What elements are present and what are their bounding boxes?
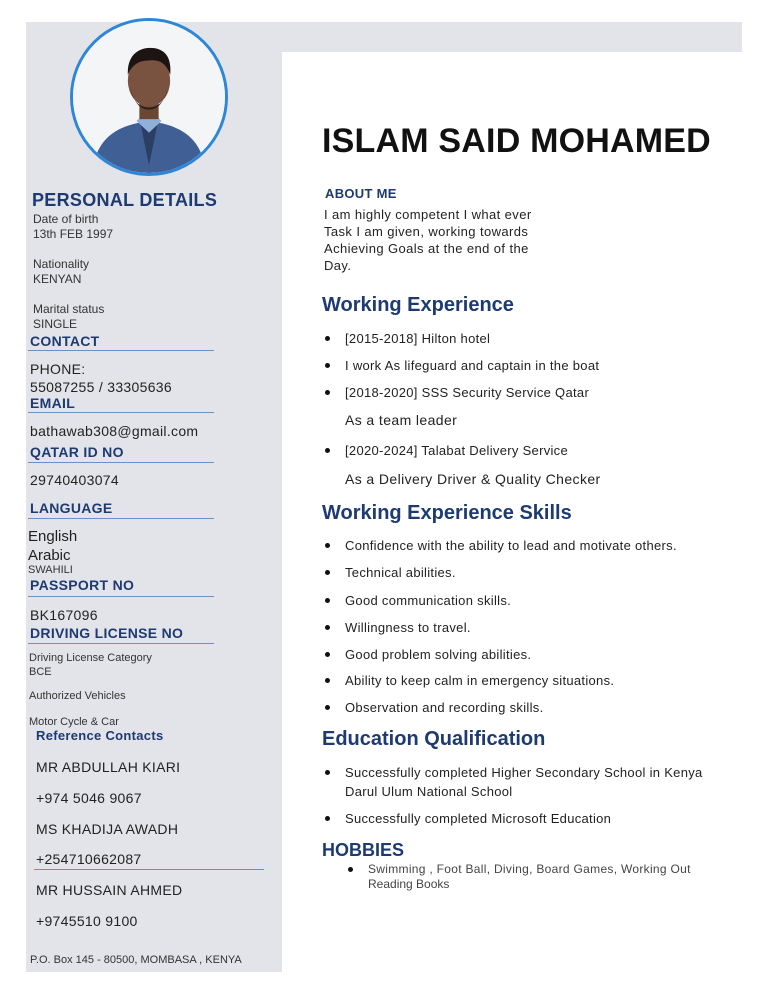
personal-details-heading: PERSONAL DETAILS [32, 190, 218, 210]
education-detail: Darul Ulum National School [345, 784, 513, 799]
education-item: Successfully completed Microsoft Education [345, 811, 611, 826]
authorized-vehicles-value: Motor Cycle & Car [29, 716, 119, 728]
experience-item: [2018-2020] SSS Security Service Qatar [345, 385, 589, 400]
person-portrait-icon [73, 21, 225, 173]
about-line: Day. [324, 258, 352, 273]
authorized-vehicles-label: Authorized Vehicles [29, 690, 126, 702]
reference-name: MR ABDULLAH KIARI [36, 759, 181, 775]
divider [34, 869, 264, 870]
experience-item: [2015-2018] Hilton hotel [345, 331, 490, 346]
skill-item: Willingness to travel. [345, 620, 471, 635]
about-line: I am highly competent I what ever [324, 207, 532, 222]
marital-label: Marital status [33, 302, 105, 316]
passport-heading: PASSPORT NO [30, 577, 135, 593]
experience-heading: Working Experience [322, 294, 514, 316]
license-category-label: Driving License Category [29, 652, 152, 664]
hobby-item-continued: Reading Books [368, 877, 450, 891]
divider [28, 412, 214, 413]
nationality-value: KENYAN [33, 272, 82, 286]
dob-label: Date of birth [33, 212, 99, 226]
skills-heading: Working Experience Skills [322, 502, 572, 524]
skill-item: Ability to keep calm in emergency situations. [345, 673, 614, 688]
phone-value: 55087255 / 33305636 [30, 379, 172, 395]
language-item: Arabic [28, 547, 71, 564]
divider [28, 596, 214, 597]
dob-value: 13th FEB 1997 [33, 227, 114, 241]
passport-value: BK167096 [30, 607, 98, 623]
divider [28, 518, 214, 519]
postal-address: P.O. Box 145 - 80500, MOMBASA , KENYA [30, 954, 242, 966]
marital-value: SINGLE [33, 317, 78, 331]
language-item: SWAHILI [28, 564, 73, 576]
hobbies-heading: HOBBIES [322, 840, 405, 860]
language-item: English [28, 528, 78, 545]
reference-phone: +974 5046 9067 [36, 790, 142, 806]
references-heading: Reference Contacts [36, 728, 164, 743]
reference-name: MR HUSSAIN AHMED [36, 882, 183, 898]
divider [28, 350, 214, 351]
skill-item: Technical abilities. [345, 565, 456, 580]
phone-label: PHONE: [30, 361, 86, 377]
qatar-id-value: 29740403074 [30, 472, 119, 488]
divider [28, 462, 214, 463]
experience-item: I work As lifeguard and captain in the boat [345, 358, 599, 373]
education-heading: Education Qualification [322, 728, 546, 750]
skill-item: Good problem solving abilities. [345, 647, 531, 662]
nationality-label: Nationality [33, 257, 90, 271]
license-category-value: BCE [29, 666, 52, 678]
skill-item: Confidence with the ability to lead and motivate others. [345, 538, 677, 553]
driving-license-heading: DRIVING LICENSE NO [30, 625, 184, 641]
education-item: Successfully completed Higher Secondary School in Kenya [345, 765, 703, 780]
candidate-name: ISLAM SAID MOHAMED [322, 122, 711, 160]
skill-item: Observation and recording skills. [345, 700, 544, 715]
email-heading: EMAIL [30, 395, 76, 411]
skill-item: Good communication skills. [345, 593, 511, 608]
experience-detail: As a Delivery Driver & Quality Checker [345, 471, 601, 487]
about-line: Achieving Goals at the end of the [324, 241, 529, 256]
contact-heading: CONTACT [30, 333, 100, 349]
reference-phone: +254710662087 [36, 851, 142, 867]
experience-detail: As a team leader [345, 412, 458, 428]
hobby-item: Swimming , Foot Ball, Diving, Board Games, Working Out [368, 862, 691, 876]
qatar-id-heading: QATAR ID NO [30, 444, 124, 460]
experience-item: [2020-2024] Talabat Delivery Service [345, 443, 568, 458]
about-heading: ABOUT ME [325, 186, 397, 201]
reference-phone: +9745510 9100 [36, 913, 138, 929]
language-heading: LANGUAGE [30, 500, 113, 516]
about-text [324, 206, 564, 274]
about-line: Task I am given, working towards [324, 224, 529, 239]
email-value: bathawab308@gmail.com [30, 423, 199, 439]
divider [28, 643, 214, 644]
profile-photo [70, 18, 228, 176]
reference-name: MS KHADIJA AWADH [36, 821, 179, 837]
